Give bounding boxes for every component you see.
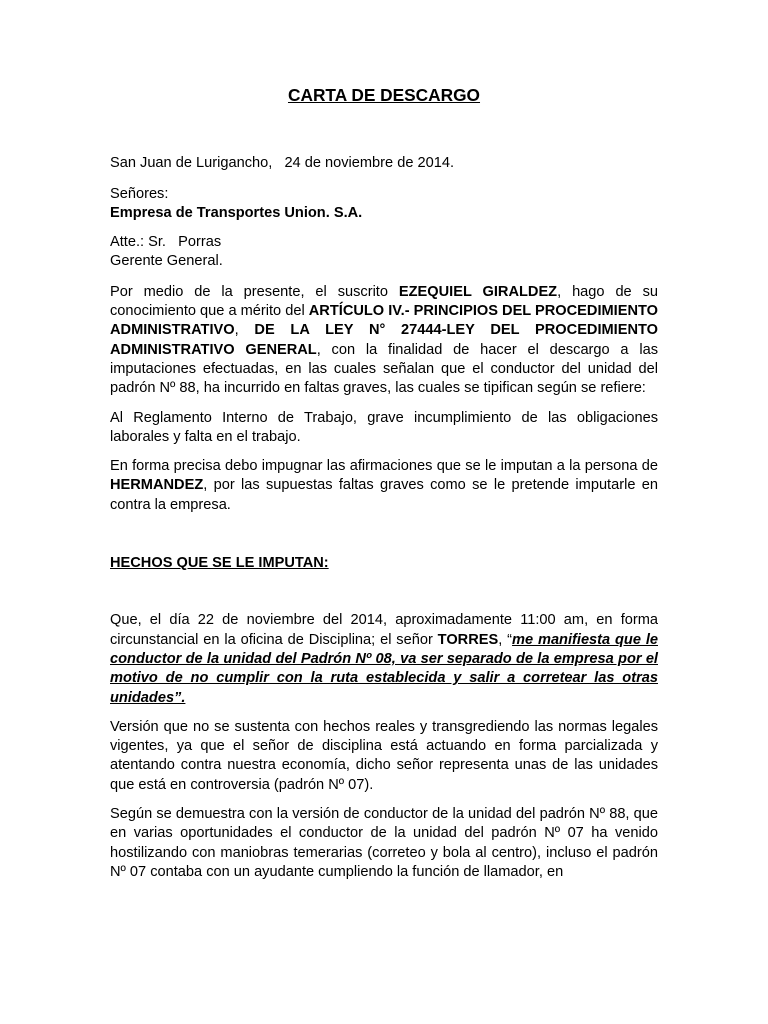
attention-block bbox=[110, 233, 658, 272]
recipient-position: Gerente General. bbox=[110, 253, 223, 270]
paragraph-intro: Por medio de la presente, el suscrito EZEQUIEL GIRALDEZ, hago de su conocimiento que a mérito del ARTÍCULO IV.- PRINCIPIOS DEL PROCEDIMIENTO ADMINISTRATIVO, DE LA LEY N° 27444-LEY DEL PROCEDIMIENTO ADMINISTRATIVO GENERAL, con la finalidad de hacer el descargo a las imputaciones efectuadas, en las cuales señalan que el conductor del unidad del padrón Nº 88, ha incurrido en faltas graves, las cuales se tipifican según se refiere: bbox=[110, 283, 659, 397]
paragraph-facts: Que, el día 22 de noviembre del 2014, aproximadamente 11:00 am, en forma circunstancial en la oficina de Disciplina; el señor TORRES, “me manifiesta que le conductor de la unidad del Padrón Nº 08, va ser separado de la empresa por el motivo de no cumplir con la ruta establecida y salir a corretear las otras unidades”. bbox=[110, 612, 658, 706]
paragraph-impugn: En forma precisa debo impugnar las afirmaciones que se le imputan a la persona de HERMANDEZ, por las supuestas faltas graves como se le pretende imputarle en contra la empresa. bbox=[110, 458, 658, 513]
company-name: Empresa de Transportes Union. S.A. bbox=[110, 204, 363, 221]
paragraph-version: Versión que no se sustenta con hechos reales y transgrediendo las normas legales vigentes, ya que el señor de disciplina está actuando en forma parcializada y atentando contra nuestra economía, dicho señor representa unas de las unidades que está en controversia (padrón Nº 07). bbox=[110, 718, 658, 793]
document-title: CARTA DE DESCARGO bbox=[287, 85, 481, 105]
attention-line: Atte.: Sr. Porras bbox=[110, 234, 222, 251]
date-line: San Juan de Lurigancho, 24 de noviembre de 2014. bbox=[110, 155, 455, 172]
quoted-statement: me manifiesta que le conductor de la unidad del Padrón Nº 08, va ser separado de la empresa por el motivo de no cumplir con la ruta establecida y salir a corretear las otras unidades”. bbox=[110, 631, 658, 706]
salutation: Señores: bbox=[110, 185, 169, 202]
section-heading: HECHOS QUE SE LE IMPUTAN: bbox=[110, 555, 329, 572]
paragraph-regulation: Al Reglamento Interno de Trabajo, grave incumplimiento de las obligaciones laborales y falta en el trabajo. bbox=[110, 409, 658, 445]
paragraph-evidence: Según se demuestra con la versión de conductor de la unidad del padrón Nº 88, que en varias oportunidades el conductor de la unidad del padrón Nº 07 ha venido hostilizando con maniobras temerarias (correteo y bola al centro), incluso el padrón Nº 07 contaba con un ayudante cumpliendo la función de llamador, en bbox=[110, 806, 658, 880]
addressee-block bbox=[110, 185, 658, 224]
